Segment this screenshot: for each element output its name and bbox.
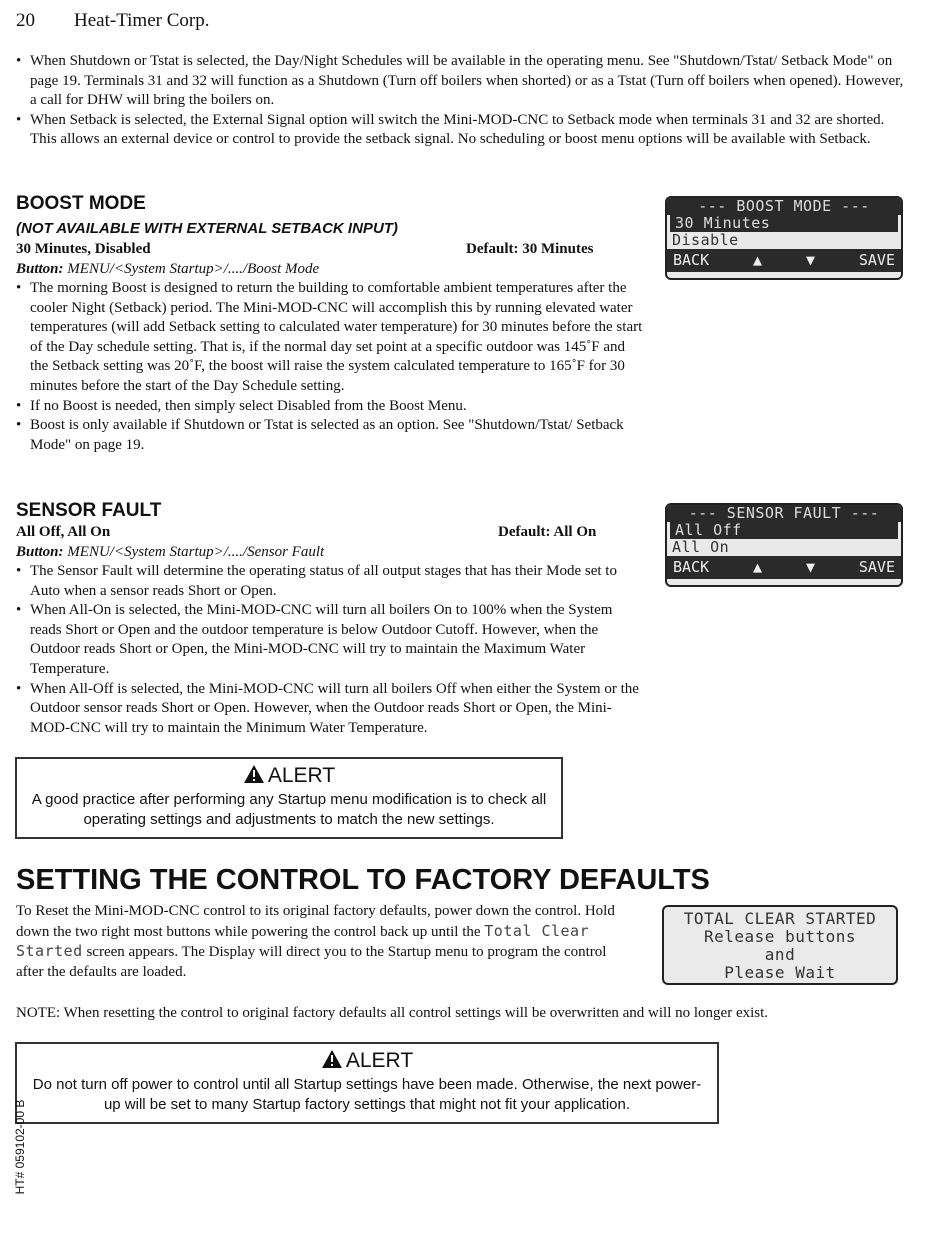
lcd-selected-option: All Off <box>670 522 898 539</box>
factory-note: NOTE: When resetting the control to original factory defaults all control settings will be overwritten and will no longer exist. <box>16 1005 769 1021</box>
inline-screen-name: Total Clear Started <box>16 921 590 961</box>
warning-icon <box>321 1049 343 1069</box>
paragraph-text: To Reset the Mini-MOD-CNC control to its original factory defaults, power down the control. Hold down the two right most buttons while powering the control back up until the <box>16 903 615 940</box>
lcd-button-bar <box>667 556 901 579</box>
button-label: Button: <box>16 261 64 277</box>
alert-heading <box>17 1049 717 1073</box>
alert-box <box>15 1042 719 1124</box>
sensor-button-path <box>16 543 324 563</box>
lcd-title: --- SENSOR FAULT --- <box>667 505 901 522</box>
menu-path: MENU/<System Startup>/..../Boost Mode <box>63 261 320 277</box>
button-label: Button: <box>16 544 64 560</box>
alert-heading <box>17 764 561 788</box>
menu-path: MENU/<System Startup>/..../Sensor Fault <box>63 544 325 560</box>
lcd-line: and <box>764 945 796 964</box>
company-name: Heat-Timer Corp. <box>74 10 210 31</box>
list-item: • If no Boost is needed, then simply select Disabled from the Boost Menu. <box>16 397 644 417</box>
document-code: HT# 059102-00 B <box>13 1099 27 1195</box>
factory-paragraph <box>16 902 628 982</box>
list-item: • Boost is only available if Shutdown or Tstat is selected as an option. See "Shutdown/Tstat/ Setback Mode" on page 19. <box>16 416 644 455</box>
sensor-fault-heading: SENSOR FAULT <box>16 500 162 521</box>
list-item: • The Sensor Fault will determine the operating status of all output stages that has their Mode set to Auto when a sensor reads Short or Open. <box>16 562 644 601</box>
list-item: • When All-Off is selected, the Mini-MOD-CNC will turn all boilers Off when either the System or the Outdoor sensor reads Short or Open. However, when the Outdoor reads Short or Open, the Mini-MOD-CNC will try to maintain the Minimum Water Temperature. <box>16 680 644 739</box>
lcd-save-button: SAVE <box>858 251 895 269</box>
sensor-options: All Off, All On <box>16 524 111 540</box>
list-item: • The morning Boost is designed to return the building to comfortable ambient temperatures after the cooler Night (Setback) period. The Mini-MOD-CNC will accomplish this by running elevated water temperatures (will add Setback setting to calculated water temperature) for 30 minutes before the start of the Day schedule setting. That is, if the normal day set point at a specific outdoor was 145˚F and the Setback setting was 20˚F, the boost will raise the system calculated temperature to 165˚F for 30 minutes before the start of the Day Schedule setting. <box>16 279 644 397</box>
lcd-up-button: ▲ <box>753 558 763 576</box>
lcd-save-button: SAVE <box>858 558 895 576</box>
list-item: • When All-On is selected, the Mini-MOD-CNC will turn all boilers On to 100% when the System reads Short or Open and the outdoor temperature is below Outdoor Cutoff. However, when the Outdoor reads Short or Open, the Mini-MOD-CNC will try to maintain the Maximum Water Temperature. <box>16 601 644 679</box>
page-number: 20 <box>16 10 35 31</box>
warning-icon <box>243 764 265 784</box>
lcd-line: Release buttons <box>704 927 856 946</box>
boost-bullet-list <box>16 279 644 455</box>
sensor-fault-lcd <box>665 503 903 587</box>
boost-default: Default: 30 Minutes <box>466 241 594 257</box>
alert-box <box>15 757 563 839</box>
lcd-button-bar <box>667 249 901 272</box>
alert-text: Do not turn off power to control until all Startup settings have been made. Otherwise, the next power-up will be set to many Startup factory settings that might not fit your application. <box>32 1076 702 1113</box>
boost-options: 30 Minutes, Disabled <box>16 241 151 257</box>
sensor-default: Default: All On <box>498 524 597 540</box>
alert-text: A good practice after performing any Startup menu modification is to check all operating settings and adjustments to match the new settings. <box>31 791 547 828</box>
sensor-bullet-list <box>16 562 644 738</box>
lcd-selected-option: 30 Minutes <box>670 215 898 232</box>
lcd-up-button: ▲ <box>753 251 763 269</box>
lcd-back-button: BACK <box>673 251 710 269</box>
factory-defaults-heading: SETTING THE CONTROL TO FACTORY DEFAULTS <box>16 864 710 896</box>
lcd-line: TOTAL CLEAR STARTED <box>683 909 877 928</box>
alert-title: ALERT <box>345 1049 414 1072</box>
lcd-option: All On <box>672 538 730 556</box>
boost-mode-lcd <box>665 196 903 280</box>
lcd-down-button: ▼ <box>805 558 815 576</box>
lcd-back-button: BACK <box>673 558 710 576</box>
total-clear-lcd <box>662 905 898 985</box>
alert-title: ALERT <box>267 764 336 787</box>
lcd-down-button: ▼ <box>805 251 815 269</box>
lcd-title: --- BOOST MODE --- <box>667 198 901 215</box>
boost-mode-subheading: (NOT AVAILABLE WITH EXTERNAL SETBACK INPUT) <box>16 220 398 237</box>
lcd-option: Disable <box>672 231 739 249</box>
boost-mode-heading: BOOST MODE <box>16 193 146 214</box>
list-item: • When Setback is selected, the External Signal option will switch the Mini-MOD-CNC to Setback mode when terminals 31 and 32 are shorted. This allows an external device or control to provide the setback signal. No scheduling or boost menu options will be available with Setback. <box>16 111 906 150</box>
intro-bullet-list <box>16 52 906 150</box>
lcd-line: Please Wait <box>724 963 836 982</box>
list-item: • When Shutdown or Tstat is selected, the Day/Night Schedules will be available in the operating menu. See "Shutdown/Tstat/ Setback Mode" on page 19. Terminals 31 and 32 will function as a Shutdown (Turn off boilers when shorted) or as a Tstat (Turn off boilers when opened). However, a call for DHW will bring the boilers on. <box>16 52 906 111</box>
boost-button-path <box>16 260 319 280</box>
paragraph-text: screen appears. The Display will direct you to the Startup menu to program the control after the defaults are loaded. <box>16 944 607 980</box>
